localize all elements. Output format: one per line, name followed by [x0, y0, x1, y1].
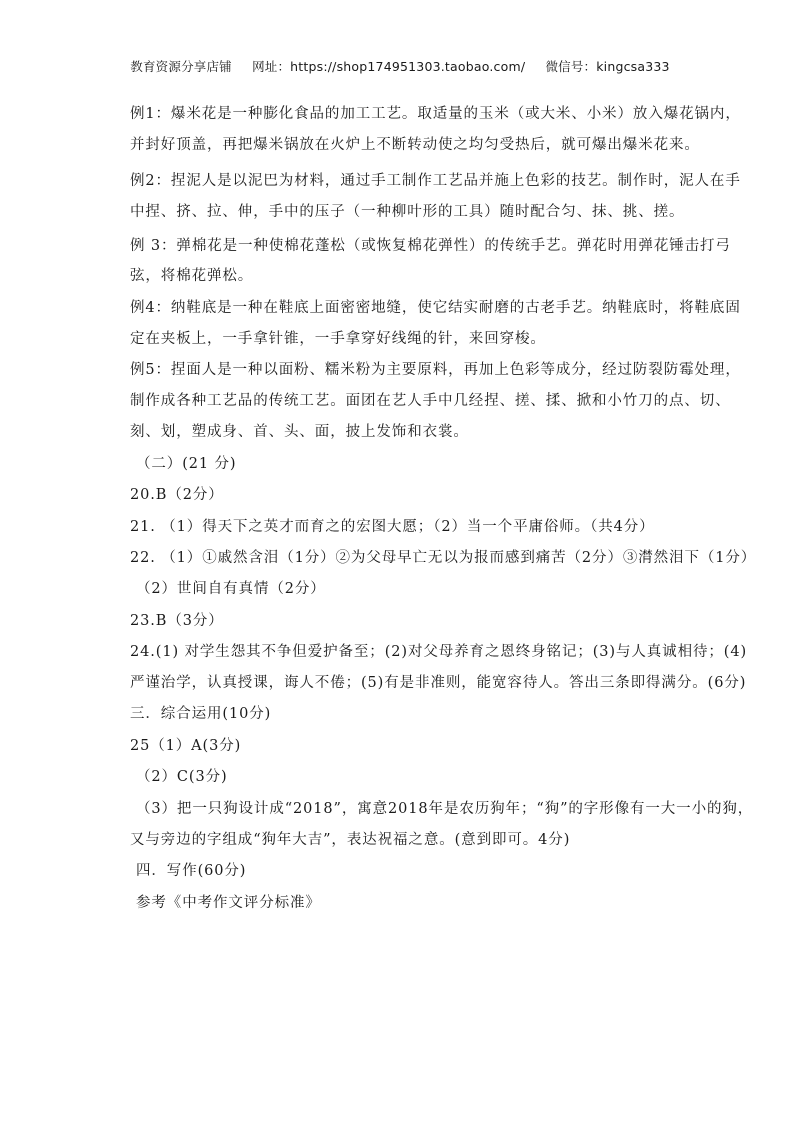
text-line: 刻、划，塑成身、首、头、面，披上发饰和衣裳。 [130, 424, 469, 440]
text-line: 例 3：弹棉花是一种使棉花蓬松（或恢复棉花弹性）的传统手艺。弹花时用弹花锤击打弓 [130, 238, 731, 254]
answer-line: （2）世间自有真情（2分） [136, 581, 326, 597]
text-line: 制作成各种工艺品的传统工艺。面团在艺人手中几经捏、搓、揉、掀和小竹刀的点、切、 [130, 393, 731, 409]
answer-line: 又与旁边的字组成“狗年大吉”，表达祝福之意。(意到即可。4分) [130, 832, 571, 848]
text-line: 定在夹板上，一手拿针锥，一手拿穿好线绳的针，来回穿梭。 [130, 331, 546, 347]
text-line: 例1：爆米花是一种膨化食品的加工工艺。取适量的玉米（或大米、小米）放入爆花锅内， [130, 106, 741, 122]
text-line: 弦，将棉花弹松。 [130, 268, 254, 284]
answer-line: 24.(1) 对学生怨其不争但爱护备至；(2)对父母养育之恩终身铭记；(3)与人真诚相待；(4) [130, 644, 748, 660]
text-line: 例2：捏泥人是以泥巴为材料，通过手工制作工艺品并施上色彩的技艺。制作时，泥人在手 [130, 173, 741, 189]
answer-line: （2）C(3分) [136, 769, 228, 785]
answer-line: （3）把一只狗设计成“2018”，寓意2018年是农历狗年；“狗”的字形像有一大一小的狗， [136, 801, 754, 817]
section-heading: （二）(21 分) [136, 456, 237, 472]
section-heading: 四．写作(60分) [136, 863, 247, 879]
answer-line: 25（1）A(3分) [130, 738, 242, 754]
answer-line: 严谨治学，认真授课，诲人不倦；(5)有是非准则，能宽容待人。答出三条即得满分。(6分) [130, 675, 747, 691]
text-line: 并封好顶盖，再把爆米锅放在火炉上不断转动使之均匀受热后，就可爆出爆米花来。 [130, 137, 700, 153]
shop-name: 教育资源分享店铺 [130, 59, 232, 74]
answer-line: 20.B（2分） [130, 487, 224, 503]
answer-line: 参考《中考作文评分标准》 [136, 895, 321, 911]
answer-line: 23.B（3分） [130, 613, 224, 629]
text-line: 例4：纳鞋底是一种在鞋底上面密密地缝，使它结实耐磨的古老手艺。纳鞋底时，将鞋底固 [130, 300, 741, 316]
section-heading: 三．综合运用(10分) [130, 706, 272, 722]
answer-line: 21. （1）得天下之英才而育之的宏图大愿；（2）当一个平庸俗师。（共4分） [130, 519, 655, 535]
answer-line: 22. （1）①戚然含泪（1分）②为父母早亡无以为报而感到痛苦（2分）③潸然泪下（1分） [130, 550, 757, 566]
text-line: 中捏、挤、拉、伸，手中的压子（一种柳叶形的工具）随时配合匀、抹、挑、搓。 [130, 204, 685, 220]
shop-url[interactable]: 网址：https://shop174951303.taobao.com/ [252, 59, 526, 74]
wechat-id: 微信号：kingcsa333 [545, 59, 670, 74]
text-line: 例5：捏面人是一种以面粉、糯米粉为主要原料，再加上色彩等成分，经过防裂防霉处理， [130, 362, 741, 378]
